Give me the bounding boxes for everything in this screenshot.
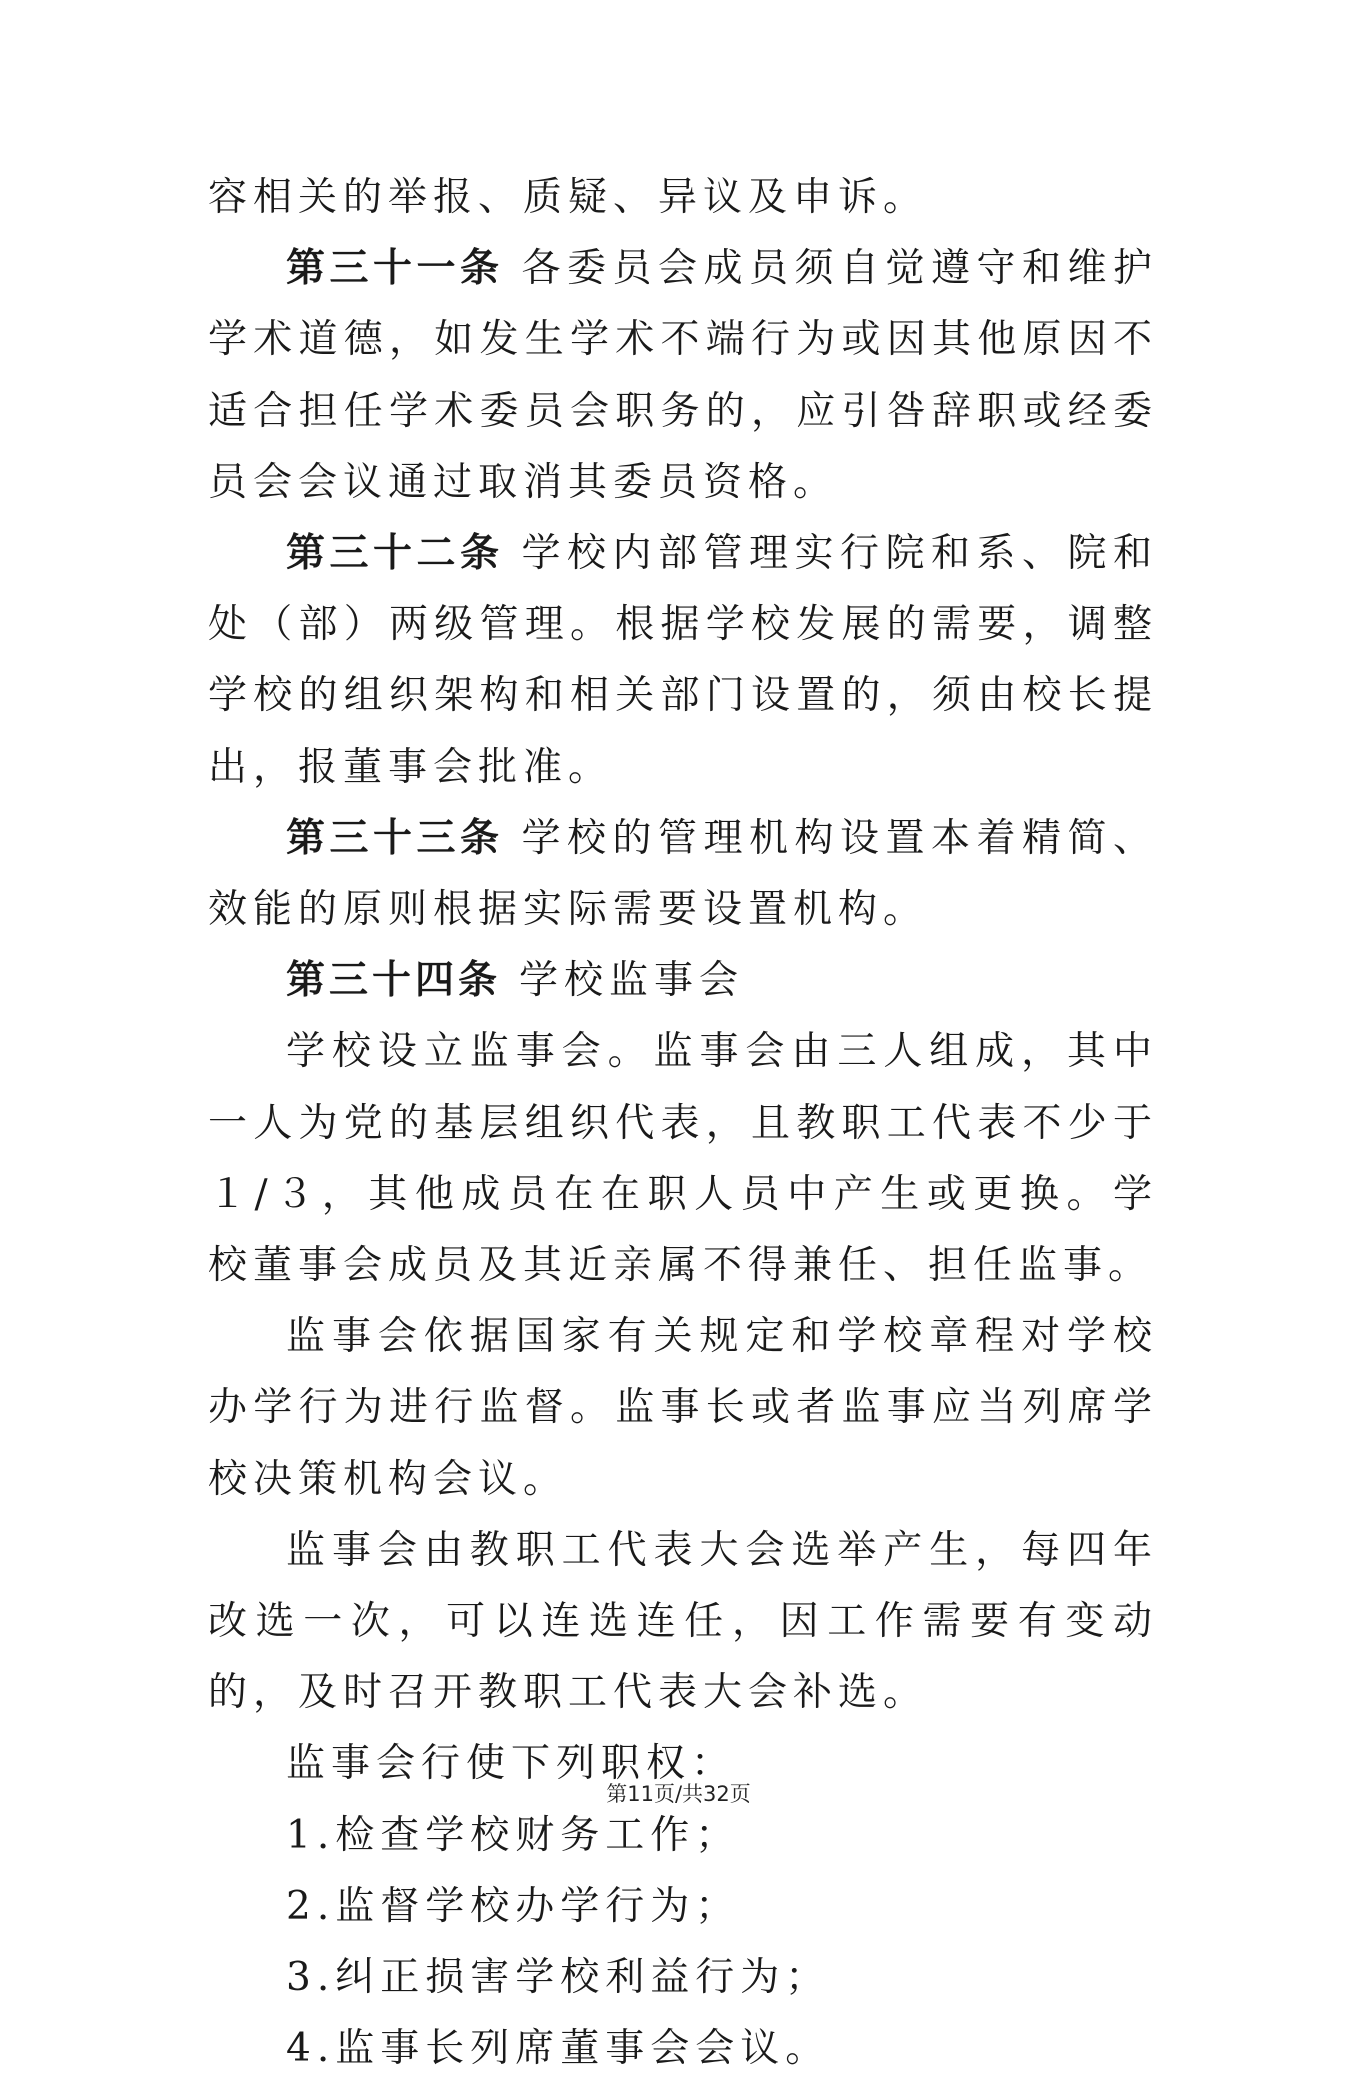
paragraph-text: 监事会行使下列职权： [286,1741,737,1787]
article-heading: 第三十二条 [286,530,504,577]
article-heading: 第三十三条 [286,814,504,861]
page-number: 第11页/共32页 [606,1782,751,1806]
paragraph-board-supervision [208,1301,1158,1515]
list-item-text: 1.检查学校财务工作； [286,1812,741,1858]
article-heading: 第三十一条 [286,245,504,292]
paragraph-text: 监事会由教职工代表大会选举产生，每四年改选一次，可以连选连任，因工作需要有变动的，及时召开教职工代表大会补选。 [208,1527,1158,1716]
paragraph-text: 容相关的举报、质疑、异议及申诉。 [208,175,929,220]
paragraph-board-composition [208,1016,1158,1301]
list-item-text: 2.监督学校办学行为； [286,1883,741,1929]
paragraph-text: 监事会依据国家有关规定和学校章程对学校办学行为进行监督。监事长或者监事应当列席学校决策机构会议。 [208,1314,1158,1502]
article-33 [208,803,1158,945]
article-34 [208,945,1158,1016]
paragraph-continuation [208,162,1158,233]
paragraph-text: 学校设立监事会。监事会由三人组成，其中一人为党的基层组织代表，且教职工代表不少于１/３，其他成员在在职人员中产生或更换。学校董事会成员及其近亲属不得兼任、担任监事。 [208,1029,1158,1289]
paragraph-text: 学校内部管理实行院和系、院和处（部）两级管理。根据学校发展的需要，调整学校的组织架构和相关部门设置的，须由校长提出，报董事会批准。 [208,531,1158,790]
paragraph-text: 学校的管理机构设置本着精简、效能的原则根据实际需要设置机构。 [208,815,1158,933]
list-item [208,1871,1158,1942]
paragraph-text: 各委员会成员须自觉遵守和维护学术道德，如发生学术不端行为或因其他原因不适合担任学术委员会职务的，应引咎辞职或经委员会会议通过取消其委员资格。 [208,246,1158,505]
article-heading: 第三十四条 [286,957,502,1004]
list-item [208,1800,1158,1871]
list-item-text: 3.纠正损害学校利益行为； [286,1955,831,2001]
list-item [208,1942,1158,2013]
article-32 [208,518,1158,803]
list-item-text: 4.监事长列席董事会会议。 [286,2026,831,2072]
paragraph-text: 学校监事会 [519,958,745,1004]
article-31 [208,233,1158,518]
paragraph-board-election [208,1515,1158,1729]
list-item [208,2013,1158,2084]
